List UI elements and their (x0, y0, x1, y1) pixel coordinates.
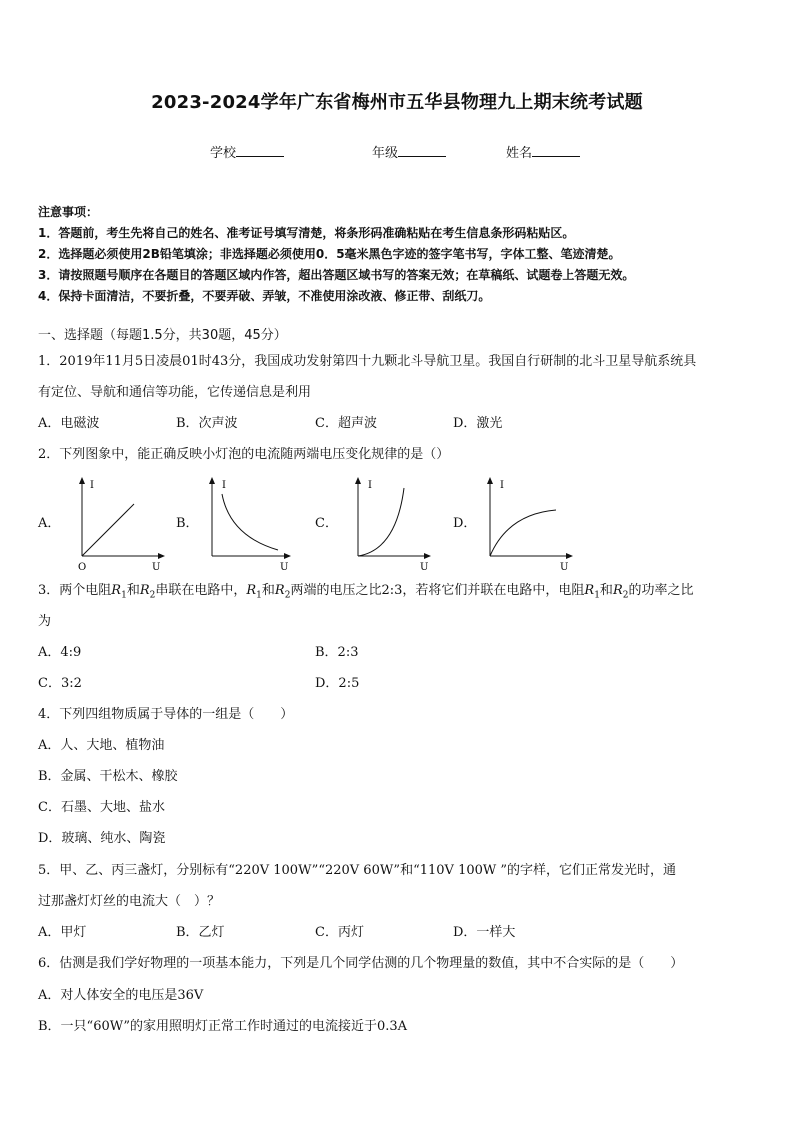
q4-option-c[interactable]: C．石墨、大地、盐水 (38, 800, 165, 815)
q6-option-b[interactable]: B．一只“60W”的家用照明灯正常工作时通过的电流接近于0.3A (38, 1019, 408, 1034)
q5-option-c[interactable]: C．丙灯 (315, 925, 364, 940)
notice-heading: 注意事项： (38, 205, 99, 219)
q2-b-y-label: I (222, 480, 226, 491)
q2-d-x-label: U (560, 562, 569, 573)
q3-r2b-sub: 2 (284, 590, 291, 601)
q3-r2-sub: 2 (149, 590, 156, 601)
q2-option-a-label[interactable]: A． (38, 516, 61, 531)
q3-r1b-sub: 1 (256, 590, 262, 601)
q2-graph-a[interactable] (70, 474, 190, 574)
q5-option-d[interactable]: D．一样大 (453, 925, 516, 940)
q1-stem-line2: 有定位、导航和通信等功能，它传递信息是利用 (38, 385, 312, 400)
q3-option-a[interactable]: A．4:9 (38, 645, 82, 660)
q5-option-a[interactable]: A．甲灯 (38, 925, 87, 940)
grade-blank[interactable] (398, 144, 446, 157)
q2-a-y-label: I (90, 480, 94, 491)
q2-stem: 2．下列图象中，能正确反映小灯泡的电流随两端电压变化规律的是（） (38, 447, 450, 462)
q3-text-2: 和 (126, 583, 140, 598)
q2-option-c-label[interactable]: C． (315, 516, 338, 531)
q2-b-x-label: U (280, 562, 289, 573)
student-info-fields (0, 142, 794, 162)
q1-option-d[interactable]: D．激光 (453, 416, 503, 431)
q3-r2c-sub: 2 (622, 590, 629, 601)
q3-text-1: 3．两个电阻 (38, 583, 112, 598)
q2-graph-c[interactable] (346, 474, 466, 574)
q2-option-d-label[interactable]: D． (453, 516, 477, 531)
q2-option-b-label[interactable]: B． (176, 516, 199, 531)
q1-option-a[interactable]: A．电磁波 (38, 416, 100, 431)
q5-stem-line1: 5．甲、乙、丙三盏灯，分别标有“220V 100W”“220V 60W”和“110V 100W ”的字样，它们正常发光时，通 (38, 863, 677, 878)
q3-text-5: 两端的电压之比2:3，若将它们并联在电路中，电阻 (290, 583, 585, 598)
q3-text-6: 和 (599, 583, 613, 598)
q3-option-b[interactable]: B．2:3 (315, 645, 359, 660)
name-field (506, 142, 580, 161)
q6-option-a[interactable]: A．对人体安全的电压是36V (38, 988, 204, 1003)
q3-r2: R (139, 583, 150, 598)
q3-option-c[interactable]: C．3:2 (38, 676, 82, 691)
q6-stem: 6．估测是我们学好物理的一项基本能力，下列是几个同学估测的几个物理量的数值，其中不合实际的是（ ） (38, 956, 684, 971)
q1-option-b[interactable]: B．次声波 (176, 416, 238, 431)
q4-option-d[interactable]: D．玻璃、纯水、陶瓷 (38, 831, 166, 846)
q5-stem-line2: 过那盏灯灯丝的电流大（ ）？ (38, 894, 221, 909)
notice-item-3: 3．请按照题号顺序在各题目的答题区域内作答，超出答题区域书写的答案无效；在草稿纸、试题卷上答题无效。 (38, 268, 635, 282)
q4-option-a[interactable]: A．人、大地、植物油 (38, 738, 165, 753)
q3-r1b: R (246, 583, 257, 598)
section-heading: 一、选择题（每题1.5分，共30题，45分） (38, 328, 287, 343)
q4-option-b[interactable]: B．金属、干松木、橡胶 (38, 769, 178, 784)
name-blank[interactable] (532, 144, 580, 157)
q2-c-y-label: I (368, 480, 372, 491)
notice-item-4: 4．保持卡面清洁，不要折叠，不要弄破、弄皱，不准使用涂改液、修正带、刮纸刀。 (38, 289, 491, 303)
notice-block (38, 202, 758, 307)
q3-stem-line1 (38, 581, 693, 606)
notice-item-2: 2．选择题必须使用2B铅笔填涂；非选择题必须使用0．5毫米黑色字迹的签字笔书写，字体工整、笔迹清楚。 (38, 247, 621, 261)
notice-item-1: 1．答题前，考生先将自己的姓名、准考证号填写清楚，将条形码准确粘贴在考生信息条形码粘贴区。 (38, 226, 575, 240)
school-label: 学校 (210, 146, 237, 161)
q2-d-y-label: I (500, 480, 504, 491)
q3-r2c: R (612, 583, 623, 598)
name-label: 姓名 (506, 146, 533, 161)
q3-r1-sub: 1 (121, 590, 127, 601)
q1-option-c[interactable]: C．超声波 (315, 416, 377, 431)
q3-text-4: 和 (261, 583, 275, 598)
q3-text-7: 的功率之比 (628, 583, 694, 598)
q3-r1c: R (584, 583, 595, 598)
grade-field (372, 142, 446, 161)
exam-title: 2023-2024学年广东省梅州市五华县物理九上期末统考试题 (151, 92, 643, 113)
q2-a-x-label: U (152, 562, 161, 573)
q3-stem-line2: 为 (38, 614, 52, 629)
q5-option-b[interactable]: B．乙灯 (176, 925, 225, 940)
school-blank[interactable] (236, 144, 284, 157)
q2-graph-d[interactable] (478, 474, 598, 574)
q2-c-x-label: U (420, 562, 429, 573)
q4-stem: 4．下列四组物质属于导体的一组是（ ） (38, 707, 294, 722)
q3-r1c-sub: 1 (594, 590, 600, 601)
q2-graph-b[interactable] (200, 474, 320, 574)
q3-text-3: 串联在电路中， (155, 583, 247, 598)
q3-r2b: R (274, 583, 285, 598)
q2-a-origin-label: O (78, 562, 87, 573)
q1-stem-line1: 1．2019年11月5日凌晨01时43分，我国成功发射第四十九颗北斗导航卫星。我国自行研制的北斗卫星导航系统具 (38, 354, 697, 369)
grade-label: 年级 (372, 146, 399, 161)
school-field (210, 142, 284, 161)
q3-r1: R (111, 583, 122, 598)
q3-option-d[interactable]: D．2:5 (315, 676, 360, 691)
